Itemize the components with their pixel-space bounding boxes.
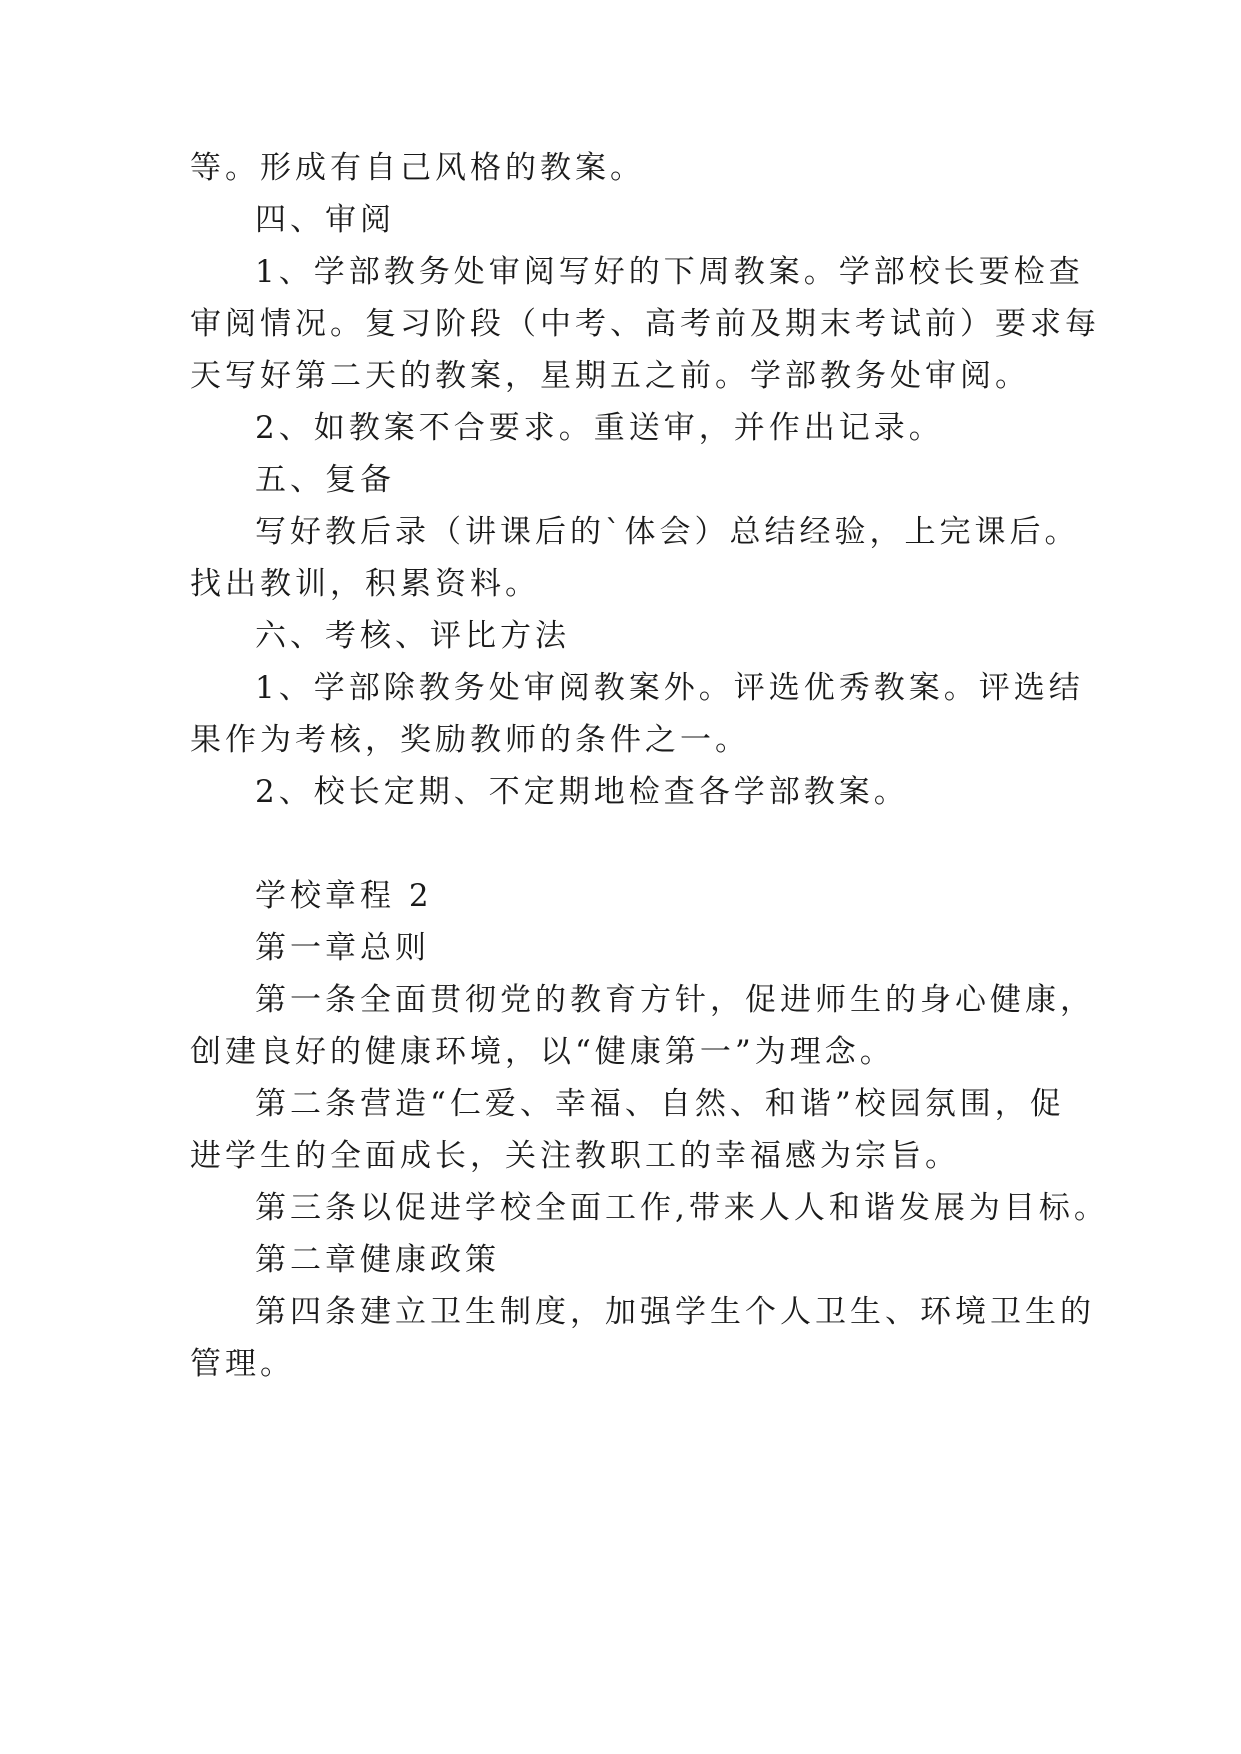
section-heading: 六、考核、评比方法 xyxy=(255,618,570,654)
document-title: 学校章程 2 xyxy=(255,878,433,914)
paragraph-line: 2、校长定期、不定期地检查各学部教案。 xyxy=(255,774,909,810)
section-heading: 四、审阅 xyxy=(255,202,395,238)
paragraph-line: 天写好第二天的教案，星期五之前。学部教务处审阅。 xyxy=(190,358,1030,394)
paragraph-line: 果作为考核，奖励教师的条件之一。 xyxy=(190,722,750,758)
paragraph-line: 等。形成有自己风格的教案。 xyxy=(190,150,645,186)
chapter-heading: 第二章健康政策 xyxy=(255,1242,500,1278)
section-heading: 五、复备 xyxy=(255,462,395,498)
paragraph-line: 1、学部教务处审阅写好的下周教案。学部校长要检查 xyxy=(255,254,1084,290)
paragraph-line: 创建良好的健康环境，以“健康第一”为理念。 xyxy=(190,1034,895,1070)
paragraph-line: 管理。 xyxy=(190,1346,295,1382)
paragraph-line: 第三条以促进学校全面工作,带来人人和谐发展为目标。 xyxy=(255,1190,1109,1226)
paragraph-line: 进学生的全面成长，关注教职工的幸福感为宗旨。 xyxy=(190,1138,960,1174)
paragraph-line: 审阅情况。复习阶段（中考、高考前及期末考试前）要求每 xyxy=(190,306,1100,342)
chapter-heading: 第一章总则 xyxy=(255,930,430,966)
paragraph-line: 第四条建立卫生制度，加强学生个人卫生、环境卫生的 xyxy=(255,1294,1095,1330)
paragraph-line: 第二条营造“仁爱、幸福、自然、和谐”校园氛围，促 xyxy=(255,1086,1065,1122)
paragraph-line: 找出教训，积累资料。 xyxy=(190,566,540,602)
paragraph-line: 2、如教案不合要求。重送审，并作出记录。 xyxy=(255,410,944,446)
paragraph-line: 写好教后录（讲课后的`体会）总结经验，上完课后。 xyxy=(255,514,1080,550)
paragraph-line: 1、学部除教务处审阅教案外。评选优秀教案。评选结 xyxy=(255,670,1084,706)
paragraph-line: 第一条全面贯彻党的教育方针，促进师生的身心健康， xyxy=(255,982,1095,1018)
